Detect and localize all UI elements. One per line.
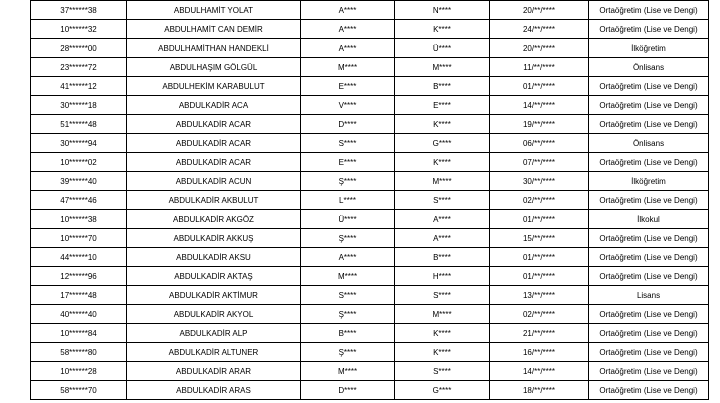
full-name-cell: ABDULKADİR AKSU (127, 248, 301, 267)
full-name-cell: ABDULKADİR AKGÖZ (127, 210, 301, 229)
father-initial-cell: V**** (301, 96, 395, 115)
full-name-cell: ABDULKADİR AKTİMUR (127, 286, 301, 305)
full-name-cell: ABDULKADİR ACAR (127, 115, 301, 134)
father-initial-cell: E**** (301, 77, 395, 96)
full-name-cell: ABDULKADİR ACUN (127, 172, 301, 191)
table-row (31, 172, 709, 191)
mother-initial-cell: A**** (395, 210, 490, 229)
father-initial-cell: S**** (301, 134, 395, 153)
birth-date-cell: 06/**/**** (490, 134, 589, 153)
masked-id-cell: 58******80 (31, 343, 127, 362)
table-row (31, 96, 709, 115)
education-level-cell: Ortaöğretim (Lise ve Dengi) (589, 381, 709, 400)
father-initial-cell: M**** (301, 58, 395, 77)
table-row (31, 115, 709, 134)
father-initial-cell: L**** (301, 191, 395, 210)
mother-initial-cell: S**** (395, 286, 490, 305)
education-level-cell: İlköğretim (589, 39, 709, 58)
mother-initial-cell: K**** (395, 20, 490, 39)
father-initial-cell: D**** (301, 115, 395, 134)
full-name-cell: ABDULHAMİT YOLAT (127, 1, 301, 20)
full-name-cell: ABDULHAMİTHAN HANDEKLİ (127, 39, 301, 58)
table-row (31, 210, 709, 229)
birth-date-cell: 19/**/**** (490, 115, 589, 134)
education-level-cell: Önlisans (589, 58, 709, 77)
birth-date-cell: 01/**/**** (490, 210, 589, 229)
table-row (31, 362, 709, 381)
masked-id-cell: 10******84 (31, 324, 127, 343)
table-row (31, 248, 709, 267)
father-initial-cell: A**** (301, 39, 395, 58)
mother-initial-cell: M**** (395, 172, 490, 191)
mother-initial-cell: H**** (395, 267, 490, 286)
masked-id-cell: 10******02 (31, 153, 127, 172)
masked-id-cell: 41******12 (31, 77, 127, 96)
full-name-cell: ABDULHEKİM KARABULUT (127, 77, 301, 96)
table-row (31, 1, 709, 20)
full-name-cell: ABDULKADİR ARAR (127, 362, 301, 381)
father-initial-cell: S**** (301, 286, 395, 305)
father-initial-cell: Ü**** (301, 210, 395, 229)
birth-date-cell: 11/**/**** (490, 58, 589, 77)
masked-id-cell: 10******38 (31, 210, 127, 229)
masked-id-cell: 40******40 (31, 305, 127, 324)
masked-id-cell: 37******38 (31, 1, 127, 20)
birth-date-cell: 20/**/**** (490, 1, 589, 20)
birth-date-cell: 02/**/**** (490, 305, 589, 324)
full-name-cell: ABDULKADİR AKTAŞ (127, 267, 301, 286)
mother-initial-cell: Ü**** (395, 39, 490, 58)
father-initial-cell: E**** (301, 153, 395, 172)
table-row (31, 381, 709, 400)
mother-initial-cell: S**** (395, 362, 490, 381)
education-level-cell: Ortaöğretim (Lise ve Dengi) (589, 324, 709, 343)
mother-initial-cell: G**** (395, 134, 490, 153)
father-initial-cell: A**** (301, 20, 395, 39)
education-level-cell: Ortaöğretim (Lise ve Dengi) (589, 248, 709, 267)
birth-date-cell: 21/**/**** (490, 324, 589, 343)
masked-id-cell: 10******32 (31, 20, 127, 39)
full-name-cell: ABDULKADİR ACA (127, 96, 301, 115)
masked-id-cell: 30******94 (31, 134, 127, 153)
birth-date-cell: 20/**/**** (490, 39, 589, 58)
table-row (31, 77, 709, 96)
father-initial-cell: M**** (301, 362, 395, 381)
full-name-cell: ABDULKADİR ACAR (127, 153, 301, 172)
mother-initial-cell: G**** (395, 381, 490, 400)
masked-id-cell: 58******70 (31, 381, 127, 400)
records-sheet (30, 0, 708, 400)
table-row (31, 324, 709, 343)
father-initial-cell: B**** (301, 324, 395, 343)
education-level-cell: Ortaöğretim (Lise ve Dengi) (589, 229, 709, 248)
full-name-cell: ABDULKADİR ARAS (127, 381, 301, 400)
education-level-cell: Ortaöğretim (Lise ve Dengi) (589, 305, 709, 324)
full-name-cell: ABDULKADİR AKBULUT (127, 191, 301, 210)
mother-initial-cell: S**** (395, 191, 490, 210)
table-row (31, 343, 709, 362)
records-table (30, 0, 709, 400)
education-level-cell: Ortaöğretim (Lise ve Dengi) (589, 77, 709, 96)
masked-id-cell: 12******96 (31, 267, 127, 286)
masked-id-cell: 23******72 (31, 58, 127, 77)
birth-date-cell: 07/**/**** (490, 153, 589, 172)
masked-id-cell: 10******70 (31, 229, 127, 248)
table-row (31, 286, 709, 305)
father-initial-cell: A**** (301, 248, 395, 267)
birth-date-cell: 02/**/**** (490, 191, 589, 210)
table-row (31, 305, 709, 324)
mother-initial-cell: N**** (395, 1, 490, 20)
masked-id-cell: 10******28 (31, 362, 127, 381)
father-initial-cell: A**** (301, 1, 395, 20)
mother-initial-cell: K**** (395, 324, 490, 343)
father-initial-cell: Ş**** (301, 229, 395, 248)
masked-id-cell: 47******46 (31, 191, 127, 210)
father-initial-cell: Ş**** (301, 305, 395, 324)
table-row (31, 134, 709, 153)
table-row (31, 58, 709, 77)
mother-initial-cell: B**** (395, 77, 490, 96)
full-name-cell: ABDULKADİR ACAR (127, 134, 301, 153)
mother-initial-cell: K**** (395, 343, 490, 362)
father-initial-cell: Ş**** (301, 172, 395, 191)
birth-date-cell: 24/**/**** (490, 20, 589, 39)
full-name-cell: ABDULHAŞIM GÖLGÜL (127, 58, 301, 77)
masked-id-cell: 30******18 (31, 96, 127, 115)
education-level-cell: Ortaöğretim (Lise ve Dengi) (589, 115, 709, 134)
education-level-cell: Ortaöğretim (Lise ve Dengi) (589, 20, 709, 39)
birth-date-cell: 01/**/**** (490, 77, 589, 96)
birth-date-cell: 01/**/**** (490, 248, 589, 267)
education-level-cell: Ortaöğretim (Lise ve Dengi) (589, 362, 709, 381)
birth-date-cell: 30/**/**** (490, 172, 589, 191)
education-level-cell: Ortaöğretim (Lise ve Dengi) (589, 267, 709, 286)
mother-initial-cell: A**** (395, 229, 490, 248)
full-name-cell: ABDULKADİR ALTUNER (127, 343, 301, 362)
table-row (31, 20, 709, 39)
education-level-cell: Ortaöğretim (Lise ve Dengi) (589, 96, 709, 115)
table-row (31, 229, 709, 248)
birth-date-cell: 14/**/**** (490, 362, 589, 381)
father-initial-cell: Ş**** (301, 343, 395, 362)
education-level-cell: İlkokul (589, 210, 709, 229)
birth-date-cell: 15/**/**** (490, 229, 589, 248)
education-level-cell: Ortaöğretim (Lise ve Dengi) (589, 1, 709, 20)
full-name-cell: ABDULKADİR ALP (127, 324, 301, 343)
birth-date-cell: 18/**/**** (490, 381, 589, 400)
birth-date-cell: 01/**/**** (490, 267, 589, 286)
mother-initial-cell: E**** (395, 96, 490, 115)
table-row (31, 39, 709, 58)
mother-initial-cell: K**** (395, 115, 490, 134)
birth-date-cell: 16/**/**** (490, 343, 589, 362)
mother-initial-cell: M**** (395, 305, 490, 324)
full-name-cell: ABDULHAMİT CAN DEMİR (127, 20, 301, 39)
education-level-cell: İlköğretim (589, 172, 709, 191)
masked-id-cell: 39******40 (31, 172, 127, 191)
father-initial-cell: D**** (301, 381, 395, 400)
education-level-cell: Lisans (589, 286, 709, 305)
full-name-cell: ABDULKADİR AKKUŞ (127, 229, 301, 248)
table-row (31, 153, 709, 172)
masked-id-cell: 17******48 (31, 286, 127, 305)
table-row (31, 267, 709, 286)
mother-initial-cell: K**** (395, 153, 490, 172)
birth-date-cell: 14/**/**** (490, 96, 589, 115)
table-row (31, 191, 709, 210)
masked-id-cell: 28******00 (31, 39, 127, 58)
education-level-cell: Ortaöğretim (Lise ve Dengi) (589, 343, 709, 362)
masked-id-cell: 44******10 (31, 248, 127, 267)
education-level-cell: Ortaöğretim (Lise ve Dengi) (589, 153, 709, 172)
mother-initial-cell: B**** (395, 248, 490, 267)
education-level-cell: Ortaöğretim (Lise ve Dengi) (589, 191, 709, 210)
records-table-body (31, 1, 709, 400)
mother-initial-cell: M**** (395, 58, 490, 77)
birth-date-cell: 13/**/**** (490, 286, 589, 305)
full-name-cell: ABDULKADİR AKYOL (127, 305, 301, 324)
father-initial-cell: M**** (301, 267, 395, 286)
masked-id-cell: 51******48 (31, 115, 127, 134)
education-level-cell: Önlisans (589, 134, 709, 153)
